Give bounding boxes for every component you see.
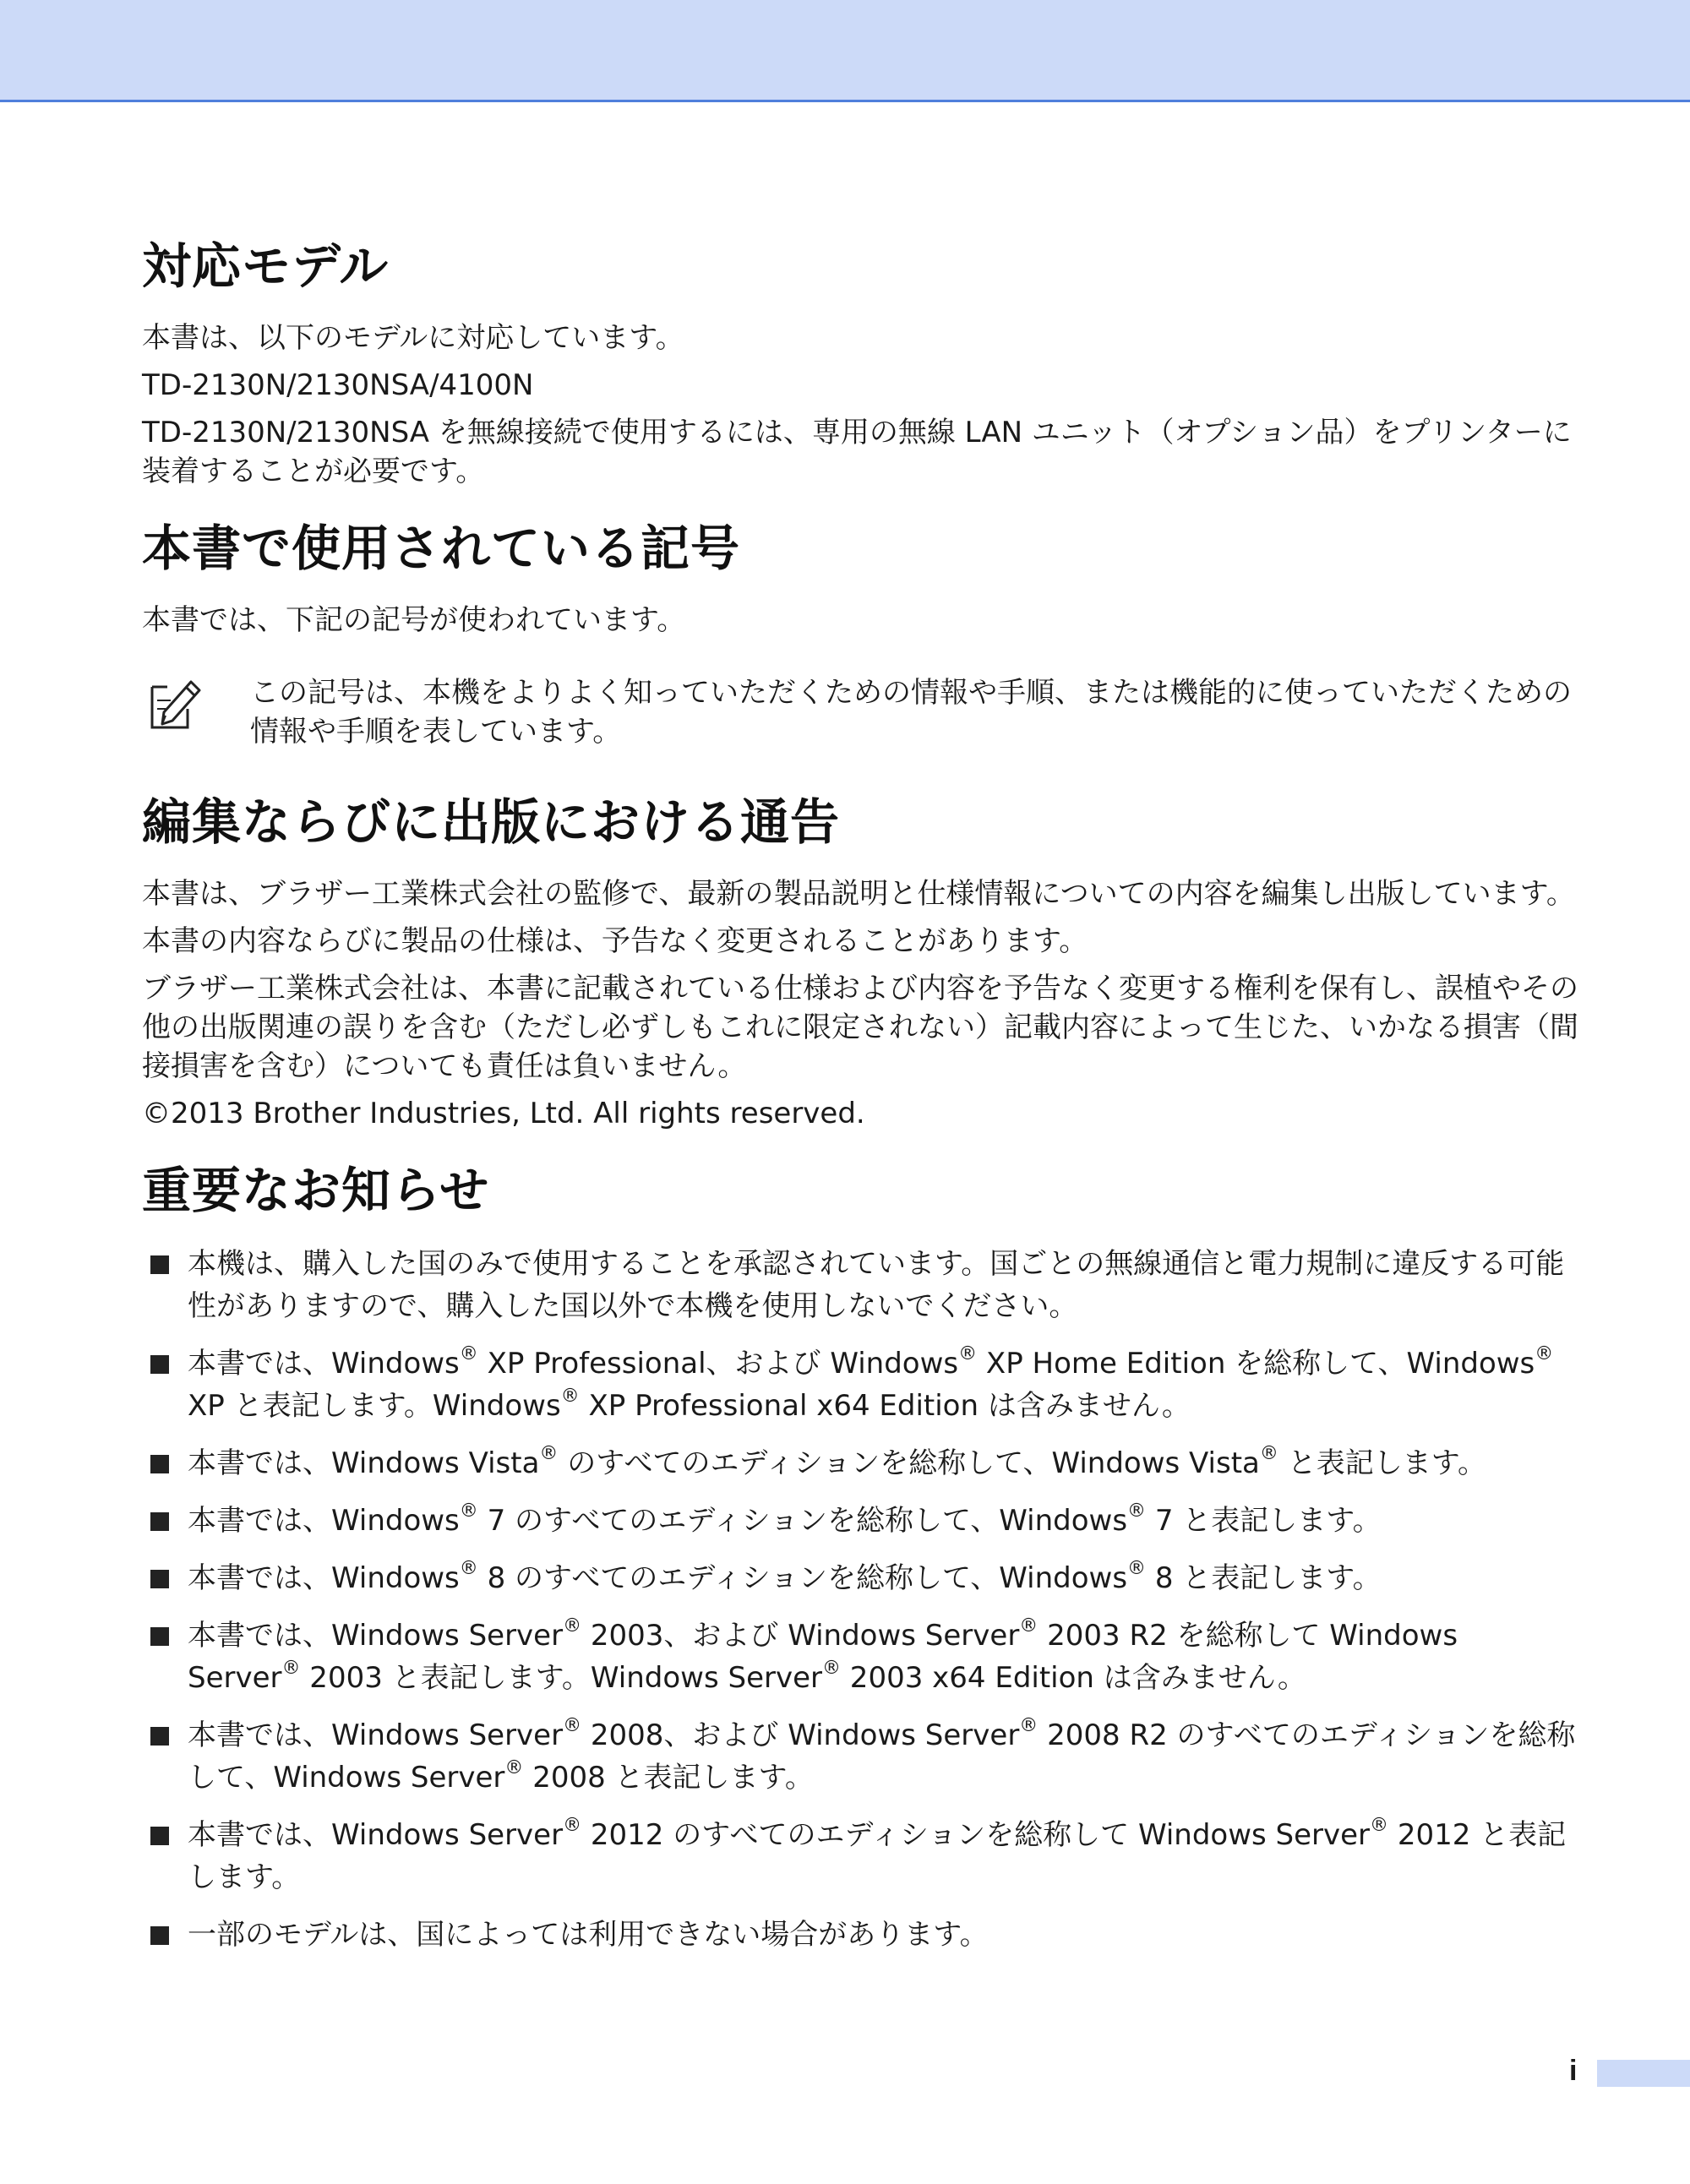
registered-mark: ® [459,1343,478,1364]
page-tab [1597,2060,1690,2087]
copyright-line: ©2013 Brother Industries, Ltd. All rights reserved. [142,1097,865,1130]
notice-p1: 本書は、ブラザー工業株式会社の監修で、最新の製品説明と仕様情報についての内容を編集し出版しています。 [142,877,1575,911]
notice-p3: ブラザー工業株式会社は、本書に記載されている仕様および内容を予告なく変更する権利を保有し、誤植やその他の出版関連の誤りを含む（ただし必ずしもこれに限定されない）記載内容によって生じた、いかなる損害（間接損害を含む）についても責任は負いません。 [142,972,1578,1083]
registered-mark: ® [459,1500,478,1522]
section-title-notice: 編集ならびに出版における通告 [142,793,841,851]
registered-mark: ® [1127,1557,1147,1579]
models-list: TD-2130N/2130NSA/4100N [142,368,534,402]
list-item: 本書では、Windows Vista® のすべてのエディションを総称して、Windows Vista® と表記します。 [150,1442,1578,1484]
registered-mark: ® [822,1657,841,1679]
models-wireless-note: TD-2130N/2130NSA を無線接続で使用するには、専用の無線 LAN ユニット（オプション品）をプリンターに装着することが必要です。 [142,416,1572,488]
list-item: 本書では、Windows® 7 のすべてのエディションを総称して、Windows® 7 と表記します。 [150,1500,1578,1542]
registered-mark: ® [1019,1615,1039,1637]
registered-mark: ® [1019,1714,1039,1736]
registered-mark: ® [560,1385,580,1407]
registered-mark: ® [504,1756,524,1778]
list-item: 本機は、購入した国のみで使用することを承認されています。国ごとの無線通信と電力規制に違反する可能性がありますので、購入した国以外で本機を使用しないでください。 [150,1243,1578,1327]
list-item: 本書では、Windows® XP Professional、および Windows® XP Home Edition を総称して、Windows® XP と表記します。Windows® XP Professional x64 Edition は含みません。 [150,1343,1578,1427]
section-title-important: 重要なお知らせ [142,1162,490,1219]
symbols-intro: 本書では、下記の記号が使われています。 [142,603,686,637]
registered-mark: ® [1535,1343,1554,1364]
list-item: 一部のモデルは、国によっては利用できない場合があります。 [150,1914,1578,1956]
registered-mark: ® [281,1657,301,1679]
list-item: 本書では、Windows Server® 2008、および Windows Server® 2008 R2 のすべてのエディションを総称して、Windows Server® 2008 と表記します。 [150,1714,1578,1799]
notice-p2: 本書の内容ならびに製品の仕様は、予告なく変更されることがあります。 [142,924,1088,958]
registered-mark: ® [1259,1442,1278,1464]
memo-pencil-icon [145,675,204,734]
list-item: 本書では、Windows Server® 2003、および Windows Server® 2003 R2 を総称して Windows Server® 2003 と表記します。Windows Server® 2003 x64 Edition は含みません。 [150,1615,1578,1699]
registered-mark: ® [1127,1500,1147,1522]
registered-mark: ® [539,1442,559,1464]
note-text: この記号は、本機をよりよく知っていただくための情報や手順、または機能的に使っていただくための情報や手順を表しています。 [250,676,1572,749]
note-block [145,673,1578,751]
page-number: i [1569,2055,1578,2087]
important-list [142,1243,1578,1956]
registered-mark: ® [459,1557,478,1579]
section-title-models: 対応モデル [142,237,390,295]
section-title-symbols: 本書で使用されている記号 [142,520,741,577]
registered-mark: ® [563,1615,582,1637]
header-band [0,0,1690,102]
registered-mark: ® [563,1814,582,1836]
registered-mark: ® [1370,1814,1389,1836]
list-item: 本書では、Windows® 8 のすべてのエディションを総称して、Windows® 8 と表記します。 [150,1557,1578,1599]
registered-mark: ® [958,1343,978,1364]
list-item: 本書では、Windows Server® 2012 のすべてのエディションを総称して Windows Server® 2012 と表記します。 [150,1814,1578,1898]
models-intro: 本書は、以下のモデルに対応しています。 [142,321,684,355]
document-body [142,232,1578,1956]
registered-mark: ® [563,1714,582,1736]
